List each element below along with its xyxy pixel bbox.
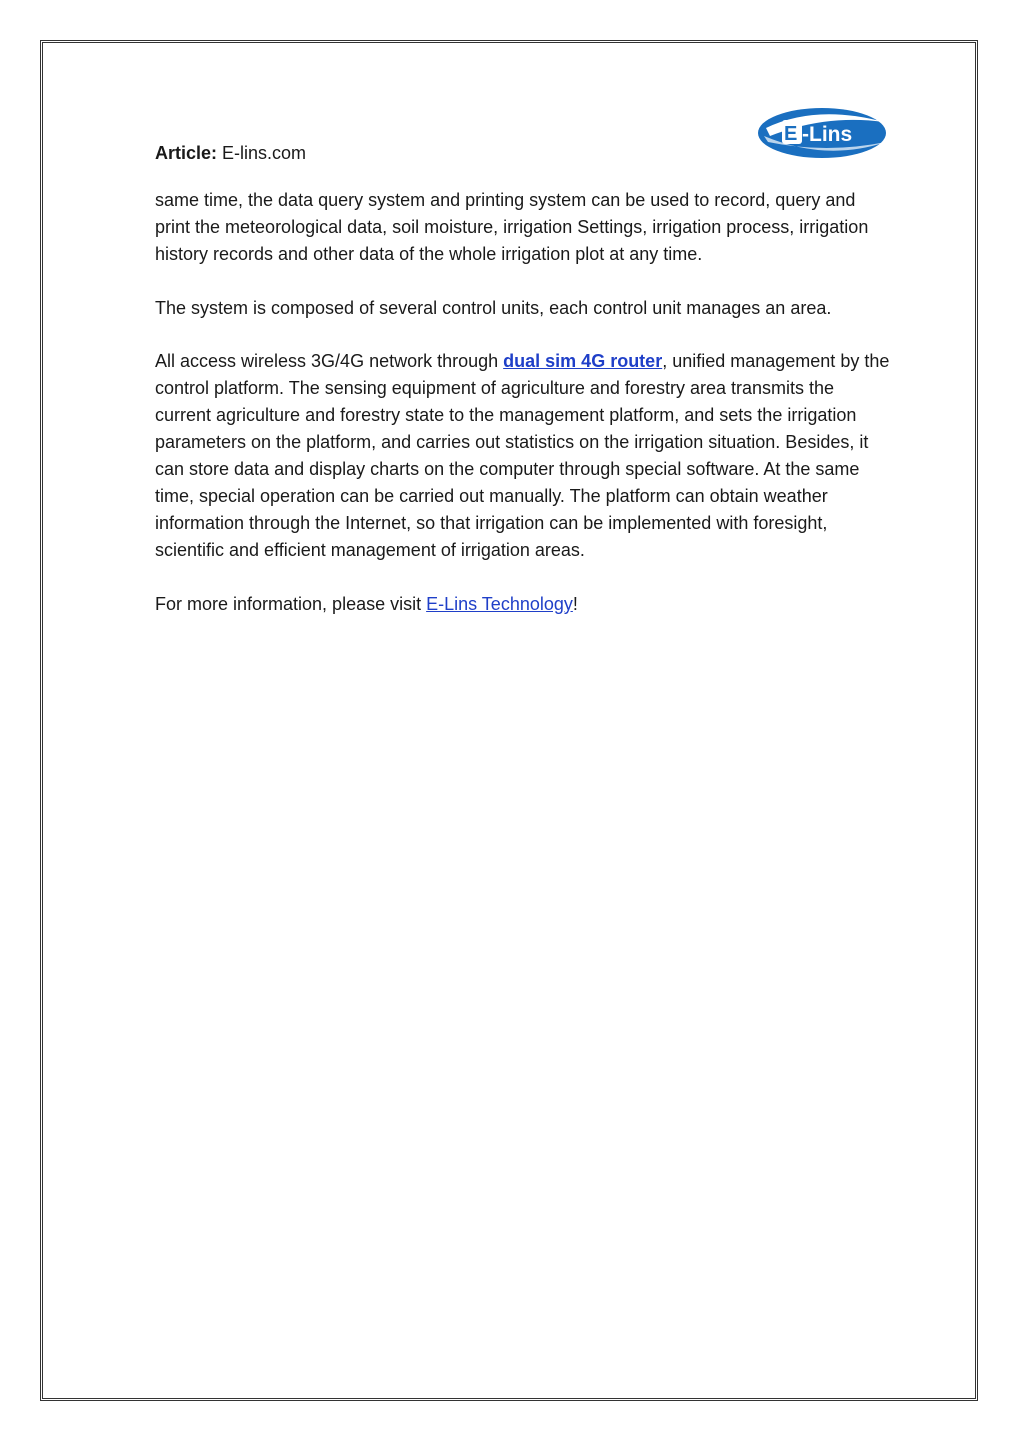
article-source: E-lins.com (222, 143, 307, 163)
paragraph-3 (155, 348, 890, 563)
svg-text:E: E (784, 123, 798, 145)
paragraph-1: same time, the data query system and printing system can be used to record, query and print the meteorological data, soil moisture, irrigation Settings, irrigation process, irrigation history records and other data of the whole irrigation plot at any time. (155, 190, 869, 264)
paragraph-3-text-end: , unified management by the control platform. The sensing equipment of agriculture and forestry area transmits the current agriculture and forestry state to the management platform, and sets the irrigation parameters on the platform, and carries out statistics on the irrigation situation. Besides, it can store data and display charts on the computer through special software. At the same time, special operation can be carried out manually. The platform can obtain weather information through the Internet, so that irrigation can be implemented with foresight, scientific and efficient management of irrigation areas. (155, 351, 890, 560)
paragraph-4-text-end: ! (572, 593, 578, 614)
e-lins-logo (756, 106, 890, 160)
paragraph-2: The system is composed of several control units, each control unit manages an area. (155, 297, 832, 318)
e-lins-technology-link[interactable]: E-Lins Technology (426, 593, 573, 614)
article-body (155, 187, 890, 644)
paragraph-4-text-start: For more information, please visit (155, 593, 427, 614)
paragraph-3-text-start: All access wireless 3G/4G network through (155, 351, 504, 372)
article-header (155, 140, 306, 166)
paragraph-4 (155, 591, 890, 618)
svg-text:-Lins: -Lins (802, 123, 853, 146)
dual-sim-router-link[interactable]: dual sim 4G router (503, 351, 663, 372)
article-label: Article: (155, 143, 218, 163)
